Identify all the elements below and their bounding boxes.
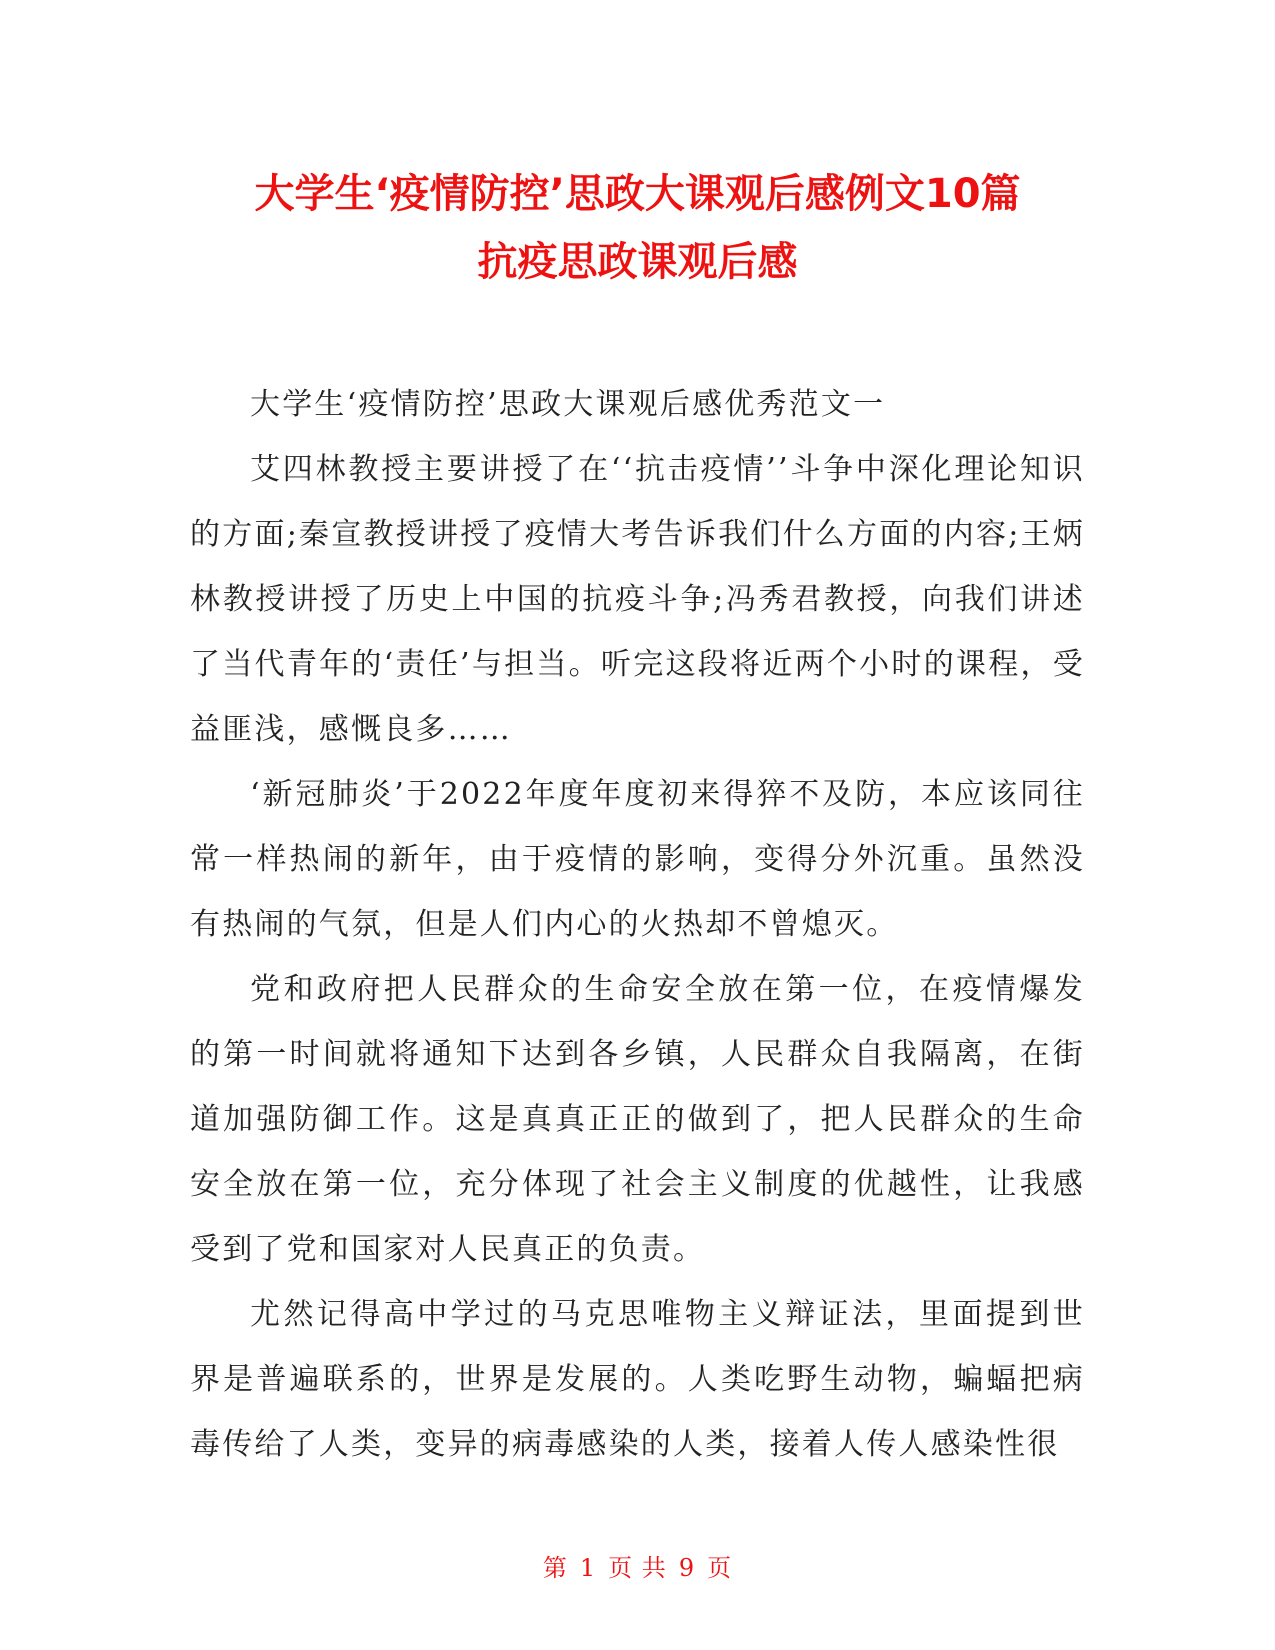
paragraph: 艾四林教授主要讲授了在‘‘抗击疫情’’斗争中深化理论知识的方面;秦宣教授讲授了疫情大考告诉我们什么方面的内容;王炳林教授讲授了历史上中国的抗疫斗争;冯秀君教授，向我们讲述了当代青年的‘责任’与担当。听完这段将近两个小时的课程，受益匪浅，感慨良多…… [190, 452, 1085, 747]
footer-current-page: 1 [579, 1554, 597, 1582]
paragraph-heading: 大学生‘疫情防控’思政大课观后感优秀范文一 [250, 387, 886, 422]
footer-middle: 页 共 [608, 1554, 667, 1582]
paragraph: 党和政府把人民群众的生命安全放在第一位，在疫情爆发的第一时间就将通知下达到各乡镇，人民群众自我隔离，在街道加强防御工作。这是真真正正的做到了，把人民群众的生命安全放在第一位，充分体现了社会主义制度的优越性，让我感受到了党和国家对人民真正的负责。 [190, 972, 1085, 1267]
page-number-footer [0, 1548, 1275, 1583]
document-title-line-1: 大学生‘疫情防控’思政大课观后感例文10篇 [254, 171, 1021, 217]
footer-prefix: 第 [542, 1554, 568, 1582]
paragraph: ‘新冠肺炎’于2022年度年度初来得猝不及防，本应该同往常一样热闹的新年，由于疫情的影响，变得分外沉重。虽然没有热闹的气氛，但是人们内心的火热却不曾熄灭。 [190, 777, 1085, 942]
document-body [190, 372, 1085, 1477]
document-title-line-2: 抗疫思政课观后感 [477, 239, 798, 285]
footer-suffix: 页 [707, 1554, 733, 1582]
paragraph: 尤然记得高中学过的马克思唯物主义辩证法，里面提到世界是普遍联系的，世界是发展的。人类吃野生动物，蝙蝠把病毒传给了人类，变异的病毒感染的人类，接着人传人感染性很 [190, 1297, 1085, 1462]
footer-total-pages: 9 [678, 1554, 696, 1582]
